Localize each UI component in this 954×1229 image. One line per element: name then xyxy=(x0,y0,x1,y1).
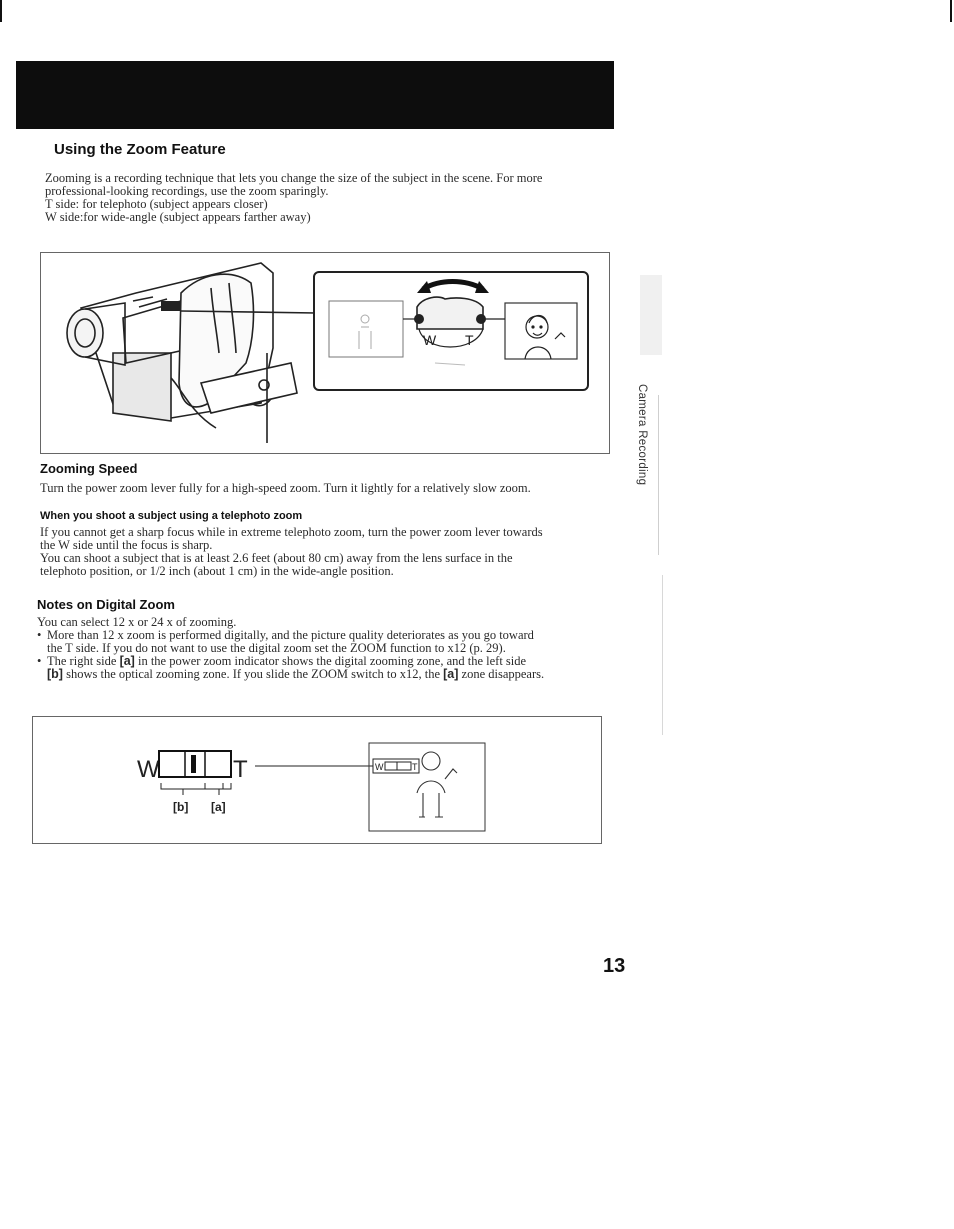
figure2-mini-w-label: W xyxy=(375,762,384,772)
bullet-2-a-label: [a] xyxy=(119,654,135,668)
telephoto-paragraph xyxy=(40,526,543,578)
side-speckle-3 xyxy=(640,275,662,355)
bullet-marker-1: • xyxy=(37,628,42,642)
digital-zoom-bullet-2-line-2 xyxy=(37,668,544,681)
zoom-indicator-illustration xyxy=(33,717,601,843)
page-edge-mark-right xyxy=(950,0,952,22)
telephoto-line-3: You can shoot a subject that is at least 2.6 feet (about 80 cm) away from the lens surface in the xyxy=(40,551,513,565)
figure2-mini-t-label: T xyxy=(412,762,418,772)
header-bar xyxy=(16,61,614,129)
figure2-t-label: T xyxy=(233,756,248,783)
telephoto-heading: When you shoot a subject using a telephoto zoom xyxy=(40,510,303,522)
intro-paragraph xyxy=(45,172,542,224)
bullet-2-b-label: [b] xyxy=(47,667,63,681)
bullet-2-a2-label: [a] xyxy=(443,667,459,681)
intro-line-2: professional-looking recordings, use the zoom sparingly. xyxy=(45,184,329,198)
bullet-1-line-2: the T side. If you do not want to use the digital zoom set the ZOOM function to x12 (p. 29). xyxy=(47,641,506,655)
section-title: Using the Zoom Feature xyxy=(54,141,226,158)
bullet-marker-2: • xyxy=(37,654,42,668)
zoom-lever-inset xyxy=(313,271,589,391)
bullet-1-line-1: More than 12 x zoom is performed digitally, and the picture quality deteriorates as you go toward xyxy=(47,628,534,642)
side-tab-camera-recording: Camera Recording xyxy=(636,384,648,486)
figure-zoom-lever xyxy=(40,252,610,454)
page-edge-mark-left xyxy=(0,0,2,22)
figure1-w-label: W xyxy=(423,332,437,348)
telephoto-line-1: If you cannot get a sharp focus while in extreme telephoto zoom, turn the power zoom lever towards xyxy=(40,525,543,539)
zoom-lever-inset-drawing xyxy=(315,273,587,389)
bullet-2-text-b: in the power zoom indicator shows the digital zooming zone, and the left side xyxy=(134,654,527,668)
figure1-t-label: T xyxy=(465,332,474,348)
telephoto-line-2: the W side until the focus is sharp. xyxy=(40,538,213,552)
side-speckle-2 xyxy=(662,575,663,735)
bullet-2-text-d: zone disappears. xyxy=(458,667,545,681)
intro-line-4: W side:for wide-angle (subject appears farther away) xyxy=(45,210,311,224)
zooming-speed-heading: Zooming Speed xyxy=(40,461,138,476)
digital-zoom-paragraph xyxy=(37,616,544,681)
digital-zoom-line-1: You can select 12 x or 24 x of zooming. xyxy=(37,615,237,629)
bullet-2-text-a: The right side xyxy=(47,654,120,668)
bullet-2-text-c: shows the optical zooming zone. If you slide the ZOOM switch to x12, the xyxy=(62,667,444,681)
figure2-w-label: W xyxy=(137,756,160,783)
intro-line-1: Zooming is a recording technique that lets you change the size of the subject in the scene. For more xyxy=(45,171,543,185)
digital-zoom-heading: Notes on Digital Zoom xyxy=(37,597,175,612)
figure2-b-label: [b] xyxy=(173,800,189,814)
figure2-a-label: [a] xyxy=(211,800,226,814)
side-speckle-1 xyxy=(658,395,659,555)
zooming-speed-text: Turn the power zoom lever fully for a high-speed zoom. Turn it lightly for a relatively slow zoom. xyxy=(40,481,531,495)
intro-line-3: T side: for telephoto (subject appears closer) xyxy=(45,197,268,211)
figure-zoom-indicator xyxy=(32,716,602,844)
telephoto-line-4: telephoto position, or 1/2 inch (about 1 cm) in the wide-angle position. xyxy=(40,564,394,578)
page-number: 13 xyxy=(603,955,626,977)
